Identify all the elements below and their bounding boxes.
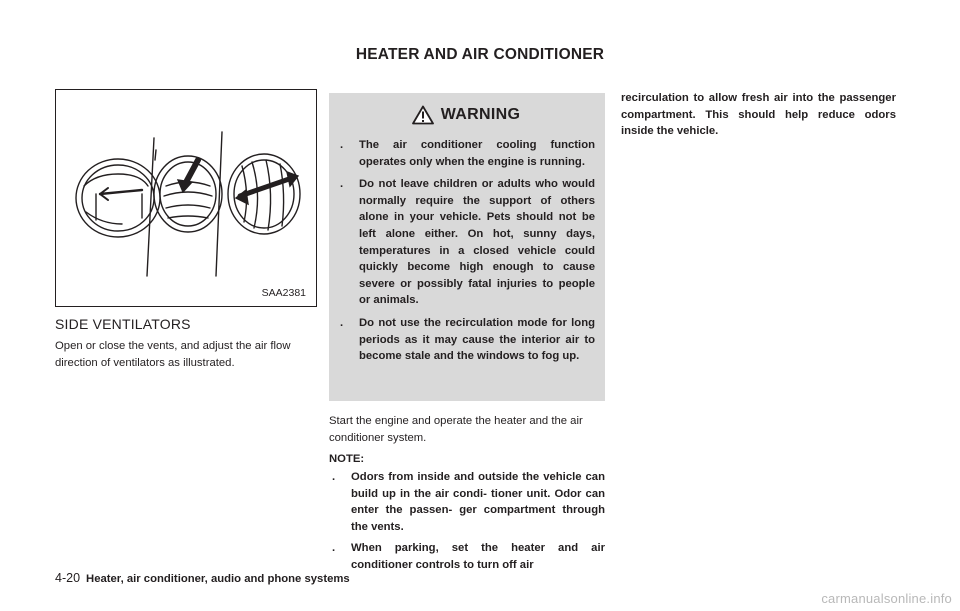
bullet-mark: . xyxy=(340,316,344,329)
warning-item xyxy=(337,176,595,309)
note-label: NOTE: xyxy=(329,453,365,465)
watermark: carmanualsonline.info xyxy=(821,591,952,606)
note-list xyxy=(329,469,605,578)
ventilator-figure xyxy=(55,89,317,307)
page-footer xyxy=(55,571,350,585)
warning-item-text: Do not leave children or adults who would normally require the support of others alone in your vehicle. Pets should not be left alone either. On hot, sunny days, temperatures in a closed vehicle could quickly become high enough to cause severe or possibly fatal injuries to people or animals. xyxy=(359,178,595,307)
bullet-mark: . xyxy=(340,178,344,191)
warning-item xyxy=(337,137,595,170)
warning-title: WARNING xyxy=(440,106,521,123)
recirculation-continued-text: recirculation to allow fresh air into the passenger compartment. This should help reduce odors inside the vehicle. xyxy=(621,92,896,138)
note-item-text: When parking, set the heater and air conditioner controls to turn off air xyxy=(351,542,605,571)
side-ventilators-body: Open or close the vents, and adjust the air flow direction of ventilators as illustrated. xyxy=(55,340,291,369)
chapter-title: Heater, air conditioner, audio and phone systems xyxy=(86,573,350,585)
page-number: 4-20 xyxy=(55,571,81,585)
warning-header xyxy=(337,101,595,129)
warning-item-text: Do not use the recirculation mode for long periods as it may cause the interior air to become stale and the windows to fog up. xyxy=(359,316,595,363)
figure-code: SAA2381 xyxy=(261,287,306,299)
warning-item-text: The air conditioner cooling function operates only when the engine is running. xyxy=(359,139,595,168)
note-item xyxy=(329,540,605,573)
bullet-mark: . xyxy=(340,139,344,151)
note-item xyxy=(329,469,605,535)
section-title: HEATER AND AIR CONDITIONER xyxy=(355,46,605,63)
bullet-mark: . xyxy=(332,471,336,483)
warning-list xyxy=(337,137,595,365)
start-engine-text: Start the engine and operate the heater and the air conditioner system. xyxy=(329,415,583,444)
side-ventilators-heading: SIDE VENTILATORS xyxy=(55,316,191,332)
warning-item xyxy=(337,315,595,365)
note-item-text: Odors from inside and outside the vehicle can build up in the air condi- tioner unit. Odor can enter the passen- ger compartment through the vents. xyxy=(351,471,605,533)
bullet-mark: . xyxy=(332,542,336,554)
ventilator-illustration xyxy=(56,90,318,308)
warning-triangle-icon xyxy=(412,105,434,125)
warning-box xyxy=(329,93,605,401)
